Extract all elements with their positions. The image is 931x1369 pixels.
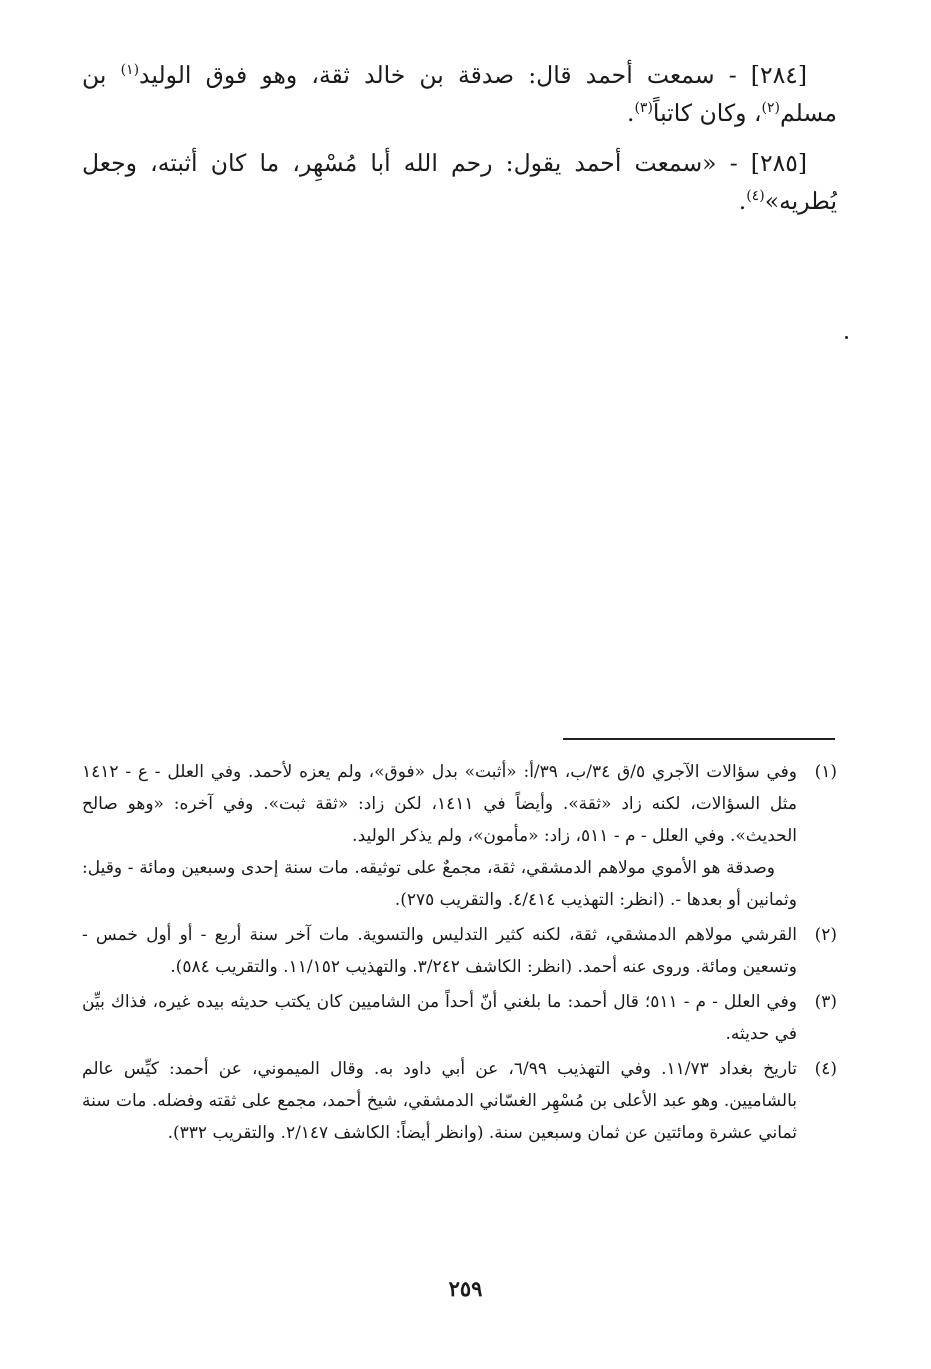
footnote-marker-1[interactable]: (١) bbox=[120, 62, 140, 79]
footnote-paragraph: القرشي مولاهم الدمشقي، ثقة، لكنه كثير التدليس والتسوية. مات آخر سنة أربع - أو أول خمس - وتسعين ومائة. وروى عنه أحمد. (انظر: الكاشف ٣/٢٤٢. والتهذيب ١١/١٥٢. والتقريب ٥٨٤). bbox=[82, 925, 797, 977]
footnote-4 bbox=[82, 1053, 837, 1149]
main-text bbox=[82, 56, 837, 220]
narration-285-end: . bbox=[738, 187, 747, 215]
narration-284-end: . bbox=[626, 99, 635, 127]
footnote-paragraph: وفي سؤالات الآجري ٥/ق ٣٤/ب، ٣٩/أ: «أثبت» بدل «فوق»، ولم يعزه لأحمد. وفي العلل - ع - ١٤١٢ مثل السؤالات، لكنه زاد «ثقة». وأيضاً في ١٤١١، لكن زاد: «ثقة ثبت». وفي آخره: «وهو صالح الحديث». وفي العلل - م - ٥١١، زاد: «مأمون»، ولم يذكر الوليد. bbox=[82, 762, 798, 846]
narration-284-text: [٢٨٤] - سمعت أحمد قال: صدقة بن خالد ثقة، وهو فوق الوليد bbox=[139, 61, 807, 89]
narration-285 bbox=[82, 144, 837, 220]
footnote-paragraph: تاريخ بغداد ١١/٧٣. وفي التهذيب ٦/٩٩، عن أبي داود به. وقال الميموني، عن أحمد: كيِّس عالم بالشاميين. وهو عبد الأعلى بن مُسْهِر الغسّاني الدمشقي، شيخ أحمد، مجمع على ثقته وفضله. مات سنة ثماني عشرة ومائتين عن ثمان وسبعين سنة. (وانظر أيضاً: الكاشف ٢/١٤٧. والتقريب ٣٣٢). bbox=[82, 1059, 797, 1143]
footnote-paragraph: وصدقة هو الأموي مولاهم الدمشقي، ثقة، مجمعٌ على توثيقه. مات سنة إحدى وسبعين ومائة - وقيل: وثمانين أو بعدها -. (انظر: التهذيب ٤/٤١٤. والتقريب ٢٧٥). bbox=[82, 858, 797, 910]
footnote-marker-4[interactable]: (٤) bbox=[746, 188, 765, 205]
footnote-3 bbox=[82, 986, 837, 1050]
footnote-1 bbox=[82, 756, 837, 916]
narration-284-text-3: ، وكان كاتباً bbox=[652, 99, 762, 127]
narration-284 bbox=[82, 56, 837, 132]
page-number: ٢٥٩ bbox=[448, 1276, 483, 1301]
narration-284-text-2: بن مسلم bbox=[82, 61, 837, 127]
footnote-2 bbox=[82, 919, 837, 983]
footnote-body bbox=[82, 1053, 797, 1149]
footnote-paragraph: وفي العلل - م - ٥١١؛ قال أحمد: ما بلغني أنّ أحداً من الشاميين كان يكتب حديثه بيده غيره، فذاك بيِّن في حديثه. bbox=[82, 992, 797, 1044]
footnote-number: (٢) bbox=[814, 925, 837, 945]
footnote-separator bbox=[563, 738, 835, 740]
footnote-marker-2[interactable]: (٢) bbox=[761, 100, 781, 117]
footnote-body bbox=[82, 986, 797, 1050]
footnote-number: (٣) bbox=[814, 992, 837, 1012]
stray-dot bbox=[845, 336, 848, 339]
footnotes bbox=[82, 756, 837, 1152]
footnote-body bbox=[82, 919, 797, 983]
page-body bbox=[82, 56, 837, 1356]
narration-285-text: [٢٨٥] - «سمعت أحمد يقول: رحم الله أبا مُسْهِر، ما كان أثبته، وجعل يُطريه» bbox=[82, 149, 837, 215]
footnote-number: (٤) bbox=[814, 1059, 837, 1079]
footnote-marker-3[interactable]: (٣) bbox=[634, 100, 653, 117]
footnote-number: (١) bbox=[814, 762, 837, 782]
footnote-body bbox=[82, 756, 797, 916]
